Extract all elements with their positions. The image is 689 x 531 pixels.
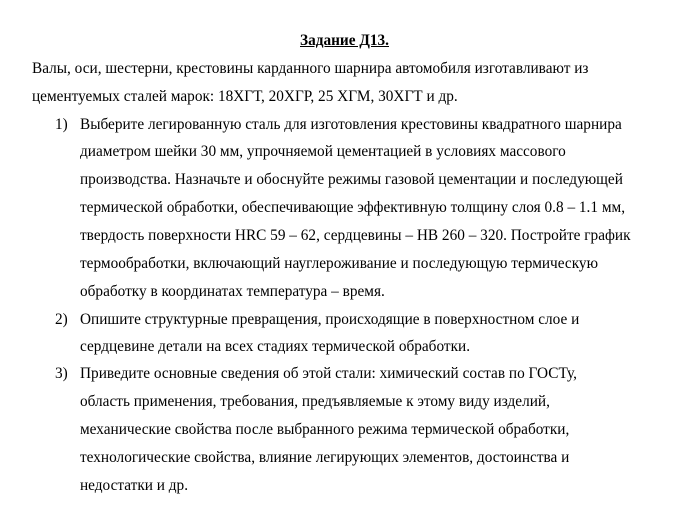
- item-2-number: 2): [55, 311, 68, 328]
- item-3-line-2: область применения, требования, предъявляемые к этому виду изделий,: [80, 393, 550, 410]
- item-1-line-2: диаметром шейки 30 мм, упрочняемой цементацией в условиях массового: [80, 143, 566, 160]
- item-2-line-1: Опишите структурные превращения, происходящие в поверхностном слое и: [80, 311, 580, 328]
- item-1-number: 1): [55, 116, 68, 133]
- item-3-line-1: Приведите основные сведения об этой стали: химический состав по ГОСТу,: [80, 365, 577, 382]
- task-title: Задание Д13.: [300, 32, 389, 49]
- item-1-line-1: Выберите легированную сталь для изготовления крестовины квадратного шарнира: [80, 116, 622, 133]
- item-3-line-5: недостатки и др.: [80, 477, 189, 494]
- intro-line-1: Валы, оси, шестерни, крестовины карданного шарнира автомобиля изготавливают из: [32, 60, 589, 77]
- intro-line-2: цементуемых сталей марок: 18ХГТ, 20ХГР, 25 ХГМ, 30ХГТ и др.: [32, 88, 458, 105]
- item-2-line-2: сердцевине детали на всех стадиях термической обработки.: [80, 338, 471, 355]
- item-3-line-3: механические свойства после выбранного режима термической обработки,: [80, 421, 570, 438]
- item-1-line-6: термообработки, включающий науглероживание и последующую термическую: [80, 255, 599, 272]
- item-3-number: 3): [55, 365, 68, 382]
- item-1-line-7: обработку в координатах температура – время.: [80, 283, 385, 300]
- item-1-line-5: твердость поверхности HRC 59 – 62, сердцевины – НВ 260 – 320. Постройте график: [80, 227, 631, 244]
- item-1-line-4: термической обработки, обеспечивающие эффективную толщину слоя 0.8 – 1.1 мм,: [80, 199, 626, 216]
- item-1-line-3: производства. Назначьте и обоснуйте режимы газовой цементации и последующей: [80, 171, 623, 188]
- item-3-line-4: технологические свойства, влияние легирующих элементов, достоинства и: [80, 449, 570, 466]
